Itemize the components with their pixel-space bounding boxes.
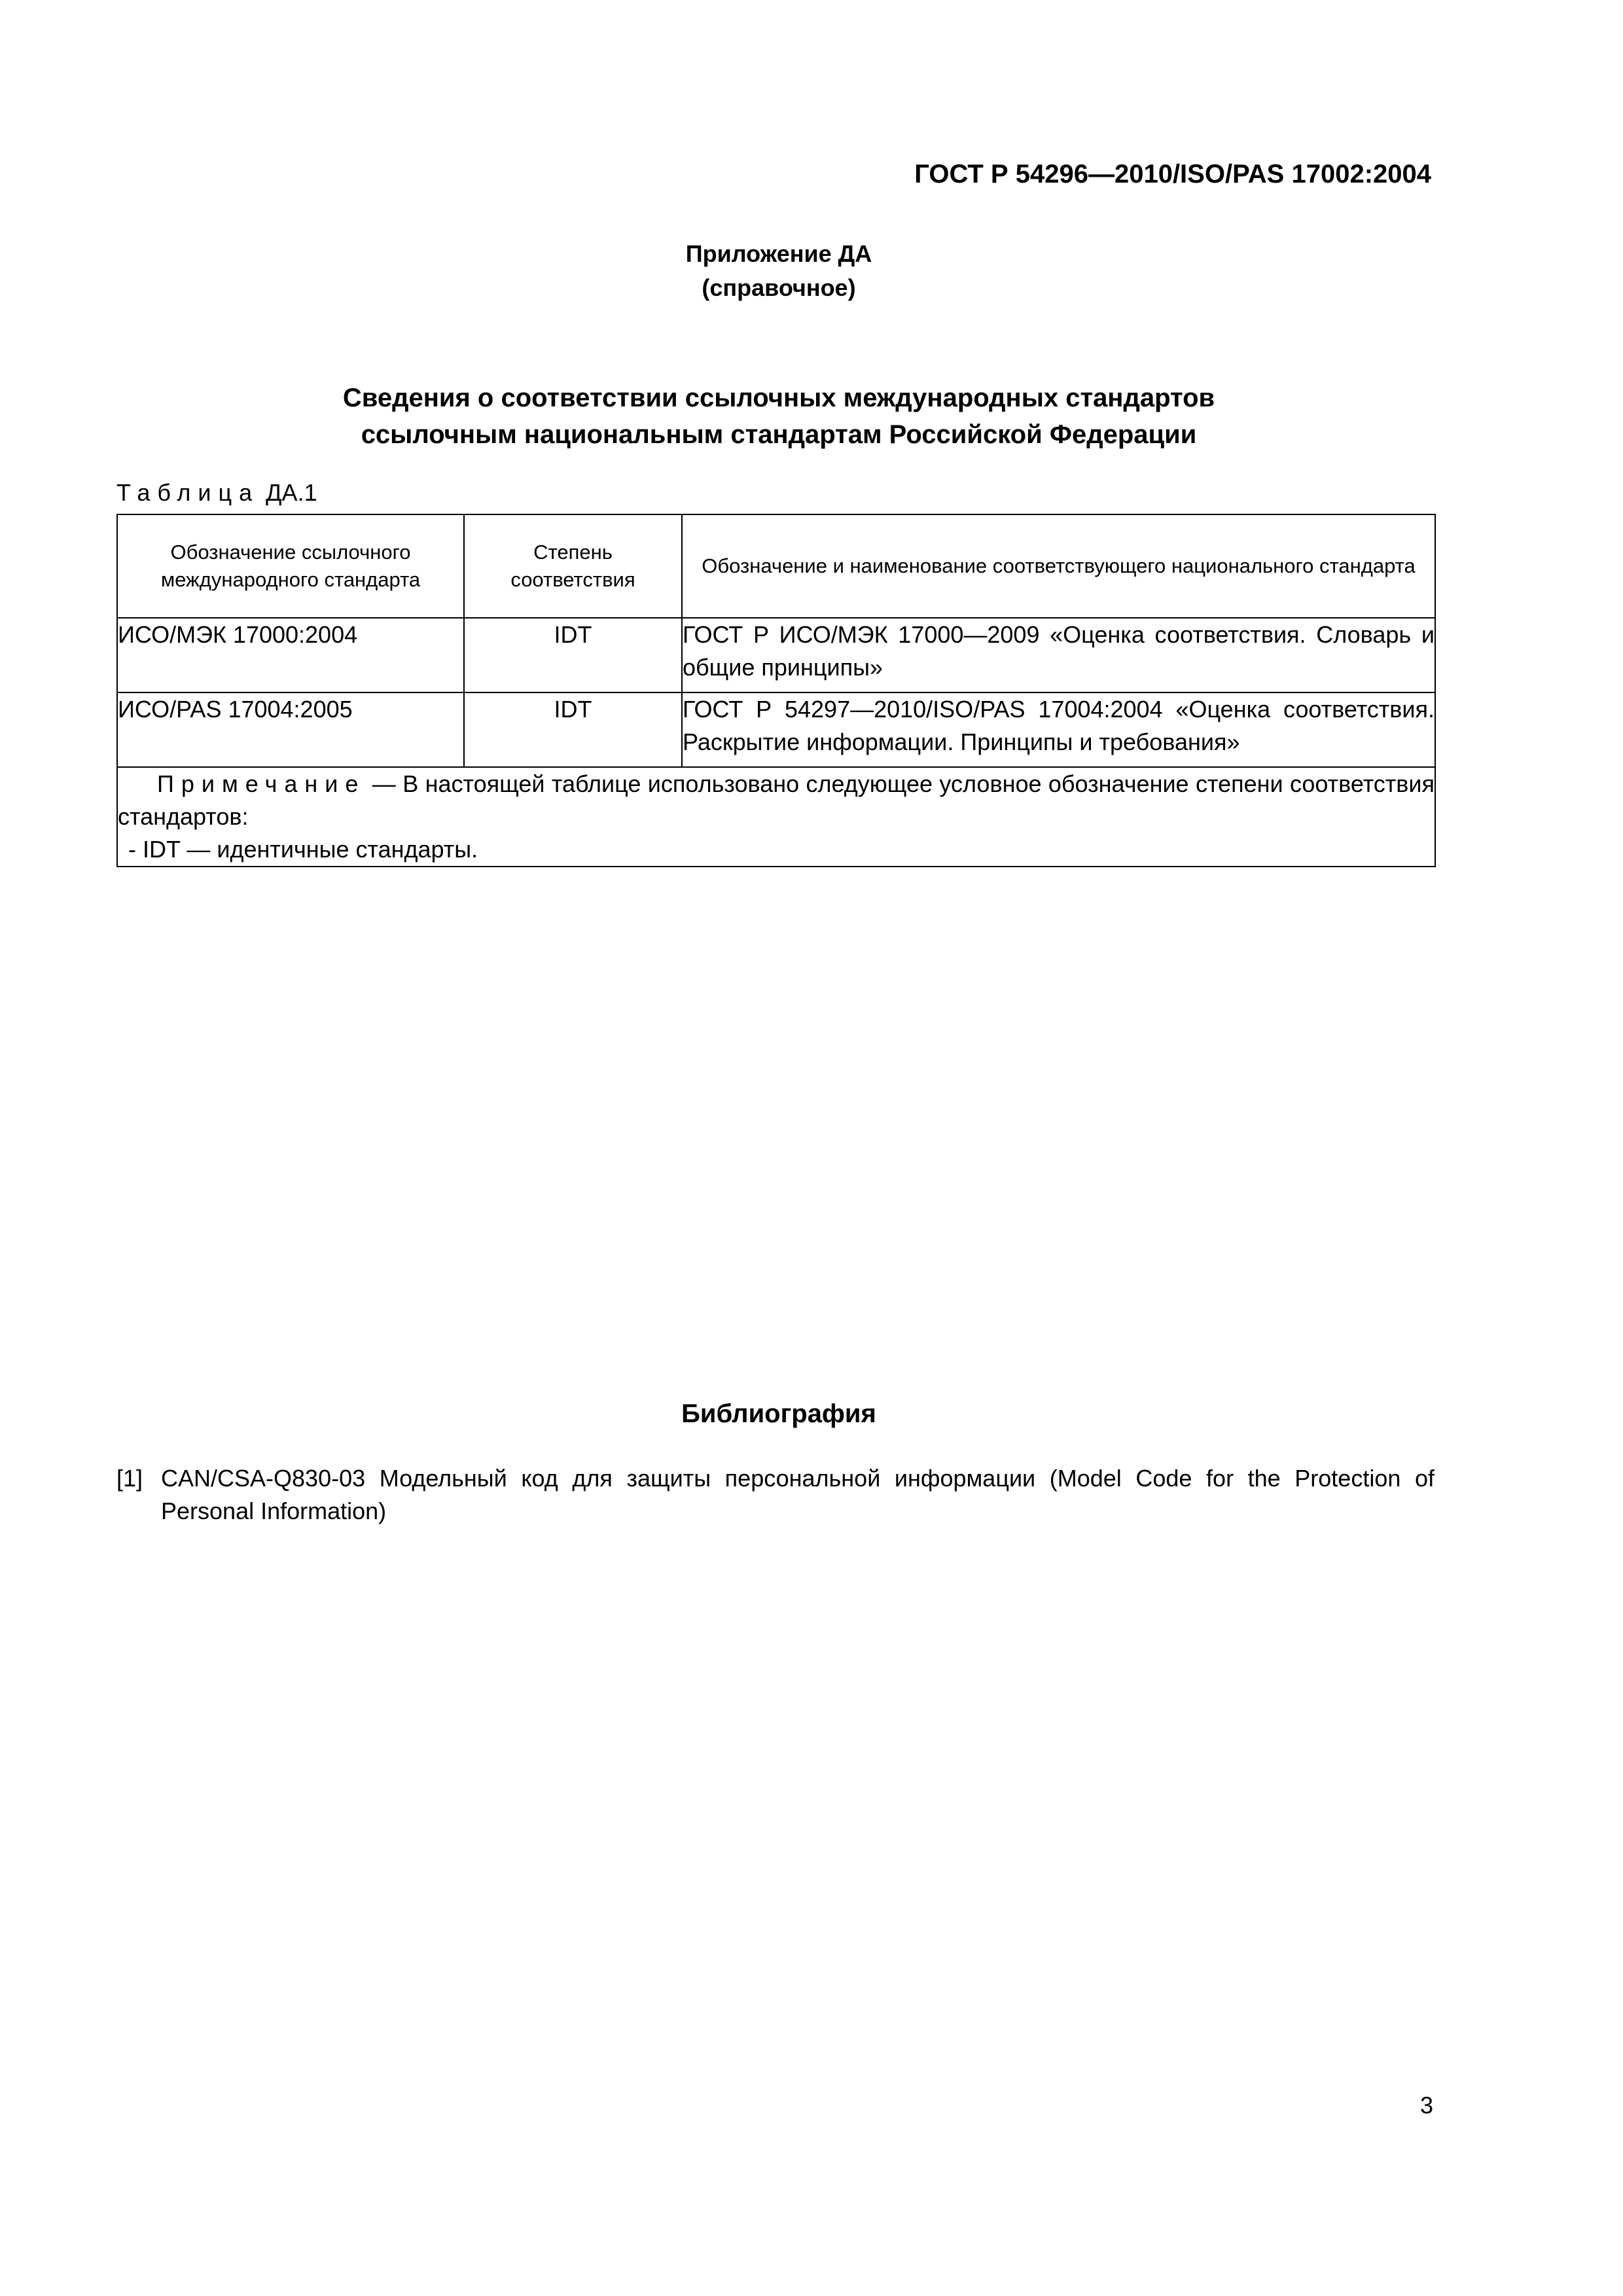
table-note [117,767,1435,867]
bibliography-item [116,1462,1435,1528]
annex-heading [0,237,1558,305]
cell-intl-standard: ИСО/МЭК 17000:2004 [117,618,464,692]
header-intl-standard: Обозначение ссылочного международного стандарта [117,514,464,618]
table-row [117,618,1435,692]
cell-national-standard: ГОСТ Р 54297—2010/ISO/PAS 17004:2004 «Оценка соответствия. Раскрытие информации. Принципы и требования» [682,692,1435,767]
bibliography-item-number: [1] [116,1465,143,1492]
note-label: Примечание [157,770,366,797]
page-number: 3 [1419,2092,1433,2119]
bibliography-item-text: CAN/CSA-Q830-03 Модельный код для защиты персональной информации (Model Code for the Protection of Personal Information) [161,1465,1435,1524]
table-caption [116,479,317,507]
cell-national-standard: ГОСТ Р ИСО/МЭК 17000—2009 «Оценка соответствия. Словарь и общие принципы» [682,618,1435,692]
section-title-line-2: ссылочным национальным стандартам Российской Федерации [361,420,1197,449]
correspondence-table [116,514,1436,867]
section-title-line-1: Сведения о соответствии ссылочных международных стандартов [342,384,1215,412]
table-caption-number: ДА.1 [266,479,317,506]
note-text [118,768,1435,833]
section-title [0,380,1558,453]
table-header-row [117,514,1435,618]
table-note-row [117,767,1435,867]
cell-intl-standard: ИСО/PAS 17004:2005 [117,692,464,767]
table-caption-word: Таблица [116,479,260,506]
annex-kind: (справочное) [702,274,856,301]
bibliography-title: Библиография [681,1399,876,1428]
document-code-header: ГОСТ Р 54296—2010/ISO/PAS 17002:2004 [914,160,1431,188]
header-degree: Степень соответствия [464,514,682,618]
note-body: — В настоящей таблице использовано следующее условное обозначение степени соответствия стандартов: [118,770,1435,830]
note-item: - IDT — идентичные стандарты. [128,836,478,863]
annex-title: Приложение ДА [685,240,872,267]
cell-degree: IDT [464,692,682,767]
header-national-standard: Обозначение и наименование соответствующего национального стандарта [682,514,1435,618]
cell-degree: IDT [464,618,682,692]
table-row [117,692,1435,767]
